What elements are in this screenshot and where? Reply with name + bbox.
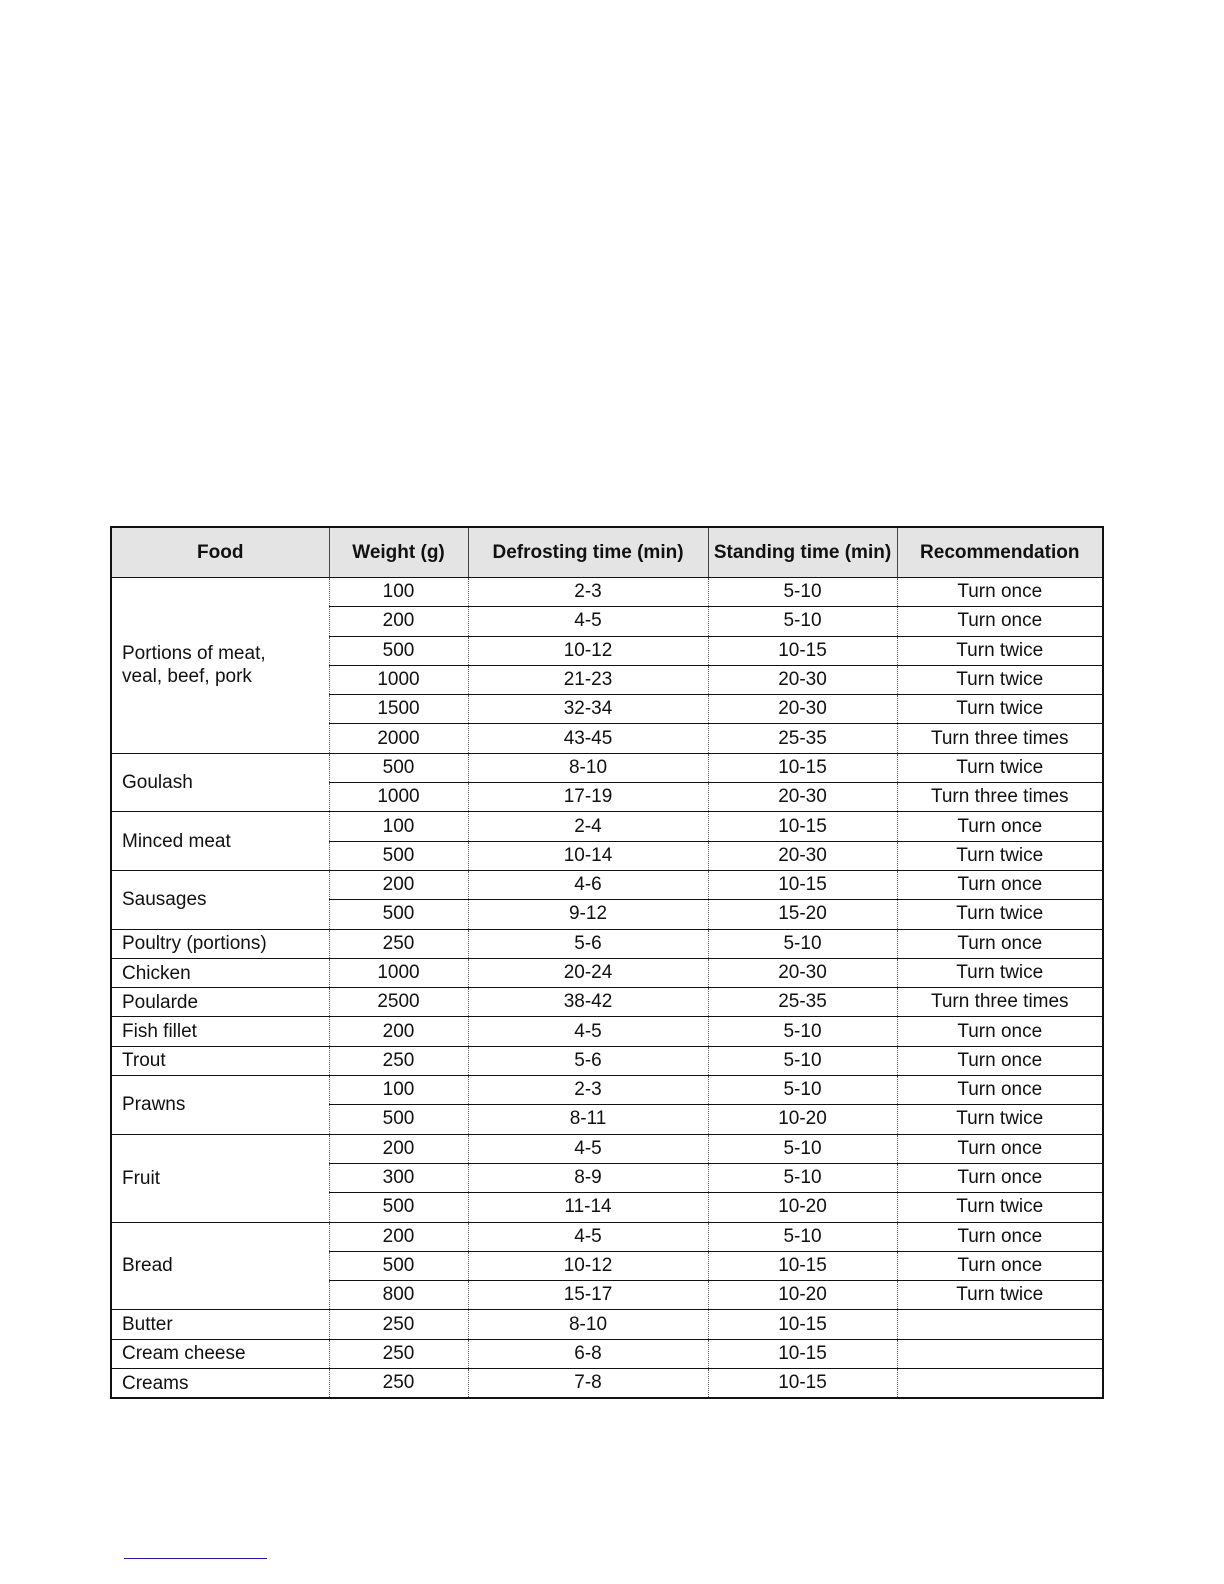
food-cell: Fruit bbox=[111, 1134, 329, 1222]
standing-time-cell: 10-15 bbox=[708, 1369, 897, 1399]
recommendation-cell: Turn once bbox=[897, 1076, 1103, 1105]
table-row bbox=[111, 988, 1103, 1017]
recommendation-cell: Turn twice bbox=[897, 900, 1103, 929]
weight-cell: 250 bbox=[329, 1369, 468, 1399]
food-cell: Goulash bbox=[111, 753, 329, 812]
weight-cell: 200 bbox=[329, 1222, 468, 1251]
recommendation-cell: Turn twice bbox=[897, 841, 1103, 870]
food-cell: Cream cheese bbox=[111, 1339, 329, 1368]
defrosting-time-cell: 8-10 bbox=[468, 1310, 708, 1339]
defrosting-time-cell: 21-23 bbox=[468, 665, 708, 694]
weight-cell: 500 bbox=[329, 841, 468, 870]
header-standing-time: Standing time (min) bbox=[708, 527, 897, 578]
food-cell: Fish fillet bbox=[111, 1017, 329, 1046]
recommendation-cell: Turn three times bbox=[897, 988, 1103, 1017]
recommendation-cell: Turn once bbox=[897, 870, 1103, 899]
weight-cell: 1000 bbox=[329, 665, 468, 694]
weight-cell: 100 bbox=[329, 812, 468, 841]
defrosting-time-cell: 10-12 bbox=[468, 636, 708, 665]
weight-cell: 200 bbox=[329, 870, 468, 899]
standing-time-cell: 10-15 bbox=[708, 1339, 897, 1368]
table-row bbox=[111, 1046, 1103, 1075]
recommendation-cell: Turn once bbox=[897, 607, 1103, 636]
standing-time-cell: 10-15 bbox=[708, 812, 897, 841]
recommendation-cell: Turn twice bbox=[897, 665, 1103, 694]
recommendation-cell: Turn twice bbox=[897, 636, 1103, 665]
standing-time-cell: 5-10 bbox=[708, 1017, 897, 1046]
table-row bbox=[111, 1017, 1103, 1046]
standing-time-cell: 10-15 bbox=[708, 1310, 897, 1339]
table-row bbox=[111, 870, 1103, 899]
weight-cell: 500 bbox=[329, 900, 468, 929]
defrosting-table bbox=[110, 526, 1104, 1399]
food-cell: Bread bbox=[111, 1222, 329, 1310]
weight-cell: 500 bbox=[329, 1193, 468, 1222]
weight-cell: 200 bbox=[329, 607, 468, 636]
defrosting-time-cell: 4-6 bbox=[468, 870, 708, 899]
standing-time-cell: 10-15 bbox=[708, 636, 897, 665]
defrosting-time-cell: 11-14 bbox=[468, 1193, 708, 1222]
weight-cell: 500 bbox=[329, 1105, 468, 1134]
table-row bbox=[111, 1222, 1103, 1251]
recommendation-cell: Turn once bbox=[897, 929, 1103, 958]
recommendation-cell bbox=[897, 1339, 1103, 1368]
weight-cell: 1000 bbox=[329, 783, 468, 812]
defrosting-time-cell: 6-8 bbox=[468, 1339, 708, 1368]
defrosting-time-cell: 4-5 bbox=[468, 1017, 708, 1046]
table-row bbox=[111, 1369, 1103, 1399]
defrosting-time-cell: 32-34 bbox=[468, 695, 708, 724]
weight-cell: 2500 bbox=[329, 988, 468, 1017]
defrosting-time-cell: 9-12 bbox=[468, 900, 708, 929]
standing-time-cell: 10-15 bbox=[708, 1251, 897, 1280]
recommendation-cell: Turn once bbox=[897, 1222, 1103, 1251]
weight-cell: 300 bbox=[329, 1163, 468, 1192]
standing-time-cell: 20-30 bbox=[708, 841, 897, 870]
recommendation-cell: Turn twice bbox=[897, 753, 1103, 782]
defrosting-time-cell: 2-3 bbox=[468, 1076, 708, 1105]
standing-time-cell: 15-20 bbox=[708, 900, 897, 929]
standing-time-cell: 20-30 bbox=[708, 665, 897, 694]
table-row bbox=[111, 1310, 1103, 1339]
table-row bbox=[111, 1339, 1103, 1368]
weight-cell: 100 bbox=[329, 1076, 468, 1105]
recommendation-cell: Turn twice bbox=[897, 958, 1103, 987]
defrosting-time-cell: 15-17 bbox=[468, 1281, 708, 1310]
recommendation-cell: Turn twice bbox=[897, 695, 1103, 724]
weight-cell: 250 bbox=[329, 929, 468, 958]
table-header-row bbox=[111, 527, 1103, 578]
weight-cell: 500 bbox=[329, 1251, 468, 1280]
standing-time-cell: 10-20 bbox=[708, 1193, 897, 1222]
standing-time-cell: 20-30 bbox=[708, 695, 897, 724]
defrosting-time-cell: 38-42 bbox=[468, 988, 708, 1017]
weight-cell: 500 bbox=[329, 753, 468, 782]
food-cell: Creams bbox=[111, 1369, 329, 1399]
table-row bbox=[111, 1134, 1103, 1163]
standing-time-cell: 5-10 bbox=[708, 1163, 897, 1192]
defrosting-time-cell: 7-8 bbox=[468, 1369, 708, 1399]
weight-cell: 250 bbox=[329, 1046, 468, 1075]
recommendation-cell: Turn once bbox=[897, 578, 1103, 607]
defrosting-time-cell: 2-3 bbox=[468, 578, 708, 607]
defrosting-time-cell: 10-12 bbox=[468, 1251, 708, 1280]
defrosting-time-cell: 2-4 bbox=[468, 812, 708, 841]
food-cell: Poularde bbox=[111, 988, 329, 1017]
food-cell: Prawns bbox=[111, 1076, 329, 1135]
header-recommendation: Recommendation bbox=[897, 527, 1103, 578]
recommendation-cell: Turn once bbox=[897, 1134, 1103, 1163]
food-cell: Minced meat bbox=[111, 812, 329, 871]
header-food: Food bbox=[111, 527, 329, 578]
weight-cell: 100 bbox=[329, 578, 468, 607]
table-row bbox=[111, 812, 1103, 841]
weight-cell: 1000 bbox=[329, 958, 468, 987]
standing-time-cell: 5-10 bbox=[708, 929, 897, 958]
standing-time-cell: 20-30 bbox=[708, 783, 897, 812]
recommendation-cell bbox=[897, 1310, 1103, 1339]
header-weight: Weight (g) bbox=[329, 527, 468, 578]
standing-time-cell: 5-10 bbox=[708, 1134, 897, 1163]
defrosting-time-cell: 8-11 bbox=[468, 1105, 708, 1134]
standing-time-cell: 25-35 bbox=[708, 988, 897, 1017]
weight-cell: 800 bbox=[329, 1281, 468, 1310]
weight-cell: 200 bbox=[329, 1017, 468, 1046]
standing-time-cell: 10-20 bbox=[708, 1281, 897, 1310]
table-row bbox=[111, 929, 1103, 958]
food-cell: Sausages bbox=[111, 870, 329, 929]
defrosting-time-cell: 4-5 bbox=[468, 607, 708, 636]
table-body bbox=[111, 578, 1103, 1399]
recommendation-cell: Turn twice bbox=[897, 1105, 1103, 1134]
table-row bbox=[111, 578, 1103, 607]
defrosting-time-cell: 4-5 bbox=[468, 1222, 708, 1251]
food-cell: Butter bbox=[111, 1310, 329, 1339]
standing-time-cell: 10-15 bbox=[708, 753, 897, 782]
defrosting-time-cell: 10-14 bbox=[468, 841, 708, 870]
defrosting-time-cell: 5-6 bbox=[468, 1046, 708, 1075]
standing-time-cell: 5-10 bbox=[708, 1222, 897, 1251]
weight-cell: 200 bbox=[329, 1134, 468, 1163]
footnote-separator bbox=[124, 1558, 267, 1559]
recommendation-cell: Turn once bbox=[897, 1017, 1103, 1046]
standing-time-cell: 10-20 bbox=[708, 1105, 897, 1134]
food-cell: Trout bbox=[111, 1046, 329, 1075]
recommendation-cell bbox=[897, 1369, 1103, 1399]
recommendation-cell: Turn twice bbox=[897, 1193, 1103, 1222]
defrosting-time-cell: 5-6 bbox=[468, 929, 708, 958]
table-row bbox=[111, 958, 1103, 987]
standing-time-cell: 20-30 bbox=[708, 958, 897, 987]
food-cell: Portions of meat, veal, beef, pork bbox=[111, 578, 329, 754]
weight-cell: 250 bbox=[329, 1339, 468, 1368]
weight-cell: 1500 bbox=[329, 695, 468, 724]
food-cell: Poultry (portions) bbox=[111, 929, 329, 958]
standing-time-cell: 5-10 bbox=[708, 578, 897, 607]
defrosting-time-cell: 43-45 bbox=[468, 724, 708, 753]
recommendation-cell: Turn three times bbox=[897, 724, 1103, 753]
standing-time-cell: 10-15 bbox=[708, 870, 897, 899]
standing-time-cell: 5-10 bbox=[708, 1046, 897, 1075]
header-defrosting-time: Defrosting time (min) bbox=[468, 527, 708, 578]
recommendation-cell: Turn twice bbox=[897, 1281, 1103, 1310]
recommendation-cell: Turn three times bbox=[897, 783, 1103, 812]
table-row bbox=[111, 1076, 1103, 1105]
recommendation-cell: Turn once bbox=[897, 812, 1103, 841]
weight-cell: 2000 bbox=[329, 724, 468, 753]
defrosting-time-cell: 4-5 bbox=[468, 1134, 708, 1163]
weight-cell: 500 bbox=[329, 636, 468, 665]
weight-cell: 250 bbox=[329, 1310, 468, 1339]
defrosting-time-cell: 20-24 bbox=[468, 958, 708, 987]
food-cell: Chicken bbox=[111, 958, 329, 987]
standing-time-cell: 5-10 bbox=[708, 607, 897, 636]
recommendation-cell: Turn once bbox=[897, 1046, 1103, 1075]
defrosting-time-cell: 8-9 bbox=[468, 1163, 708, 1192]
recommendation-cell: Turn once bbox=[897, 1163, 1103, 1192]
defrosting-time-cell: 8-10 bbox=[468, 753, 708, 782]
recommendation-cell: Turn once bbox=[897, 1251, 1103, 1280]
table-row bbox=[111, 753, 1103, 782]
standing-time-cell: 25-35 bbox=[708, 724, 897, 753]
standing-time-cell: 5-10 bbox=[708, 1076, 897, 1105]
defrosting-time-cell: 17-19 bbox=[468, 783, 708, 812]
